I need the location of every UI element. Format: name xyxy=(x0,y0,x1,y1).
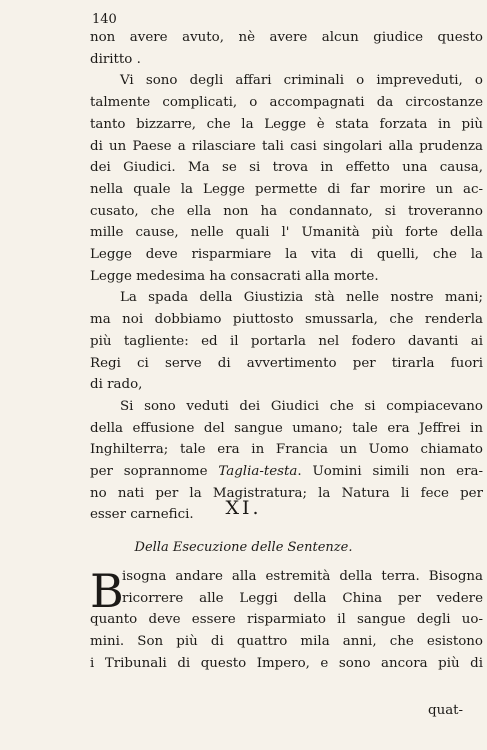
text-line: della effusione del sangue umano; tale era Jeffrei in xyxy=(90,420,483,436)
text-line: La spada della Giustizia stà nelle nostre mani; xyxy=(120,290,483,306)
text-line: Inghilterra; tale era in Francia un Uomo chiamato xyxy=(90,442,483,458)
text-line: Legge deve risparmiare la vita di quelli, che la xyxy=(90,247,483,263)
text-line: mini. Son più di quattro mila anni, che esistono xyxy=(90,634,483,650)
text-line: diritto . xyxy=(90,51,141,67)
drop-cap: B xyxy=(90,564,124,618)
text-fragment: per soprannome xyxy=(90,464,208,480)
text-line: isogna andare alla estremità della terra. Bisogna xyxy=(122,569,483,584)
text-line: quanto deve essere risparmiato il sangue degli uo- xyxy=(90,612,483,628)
catchword: quat- xyxy=(428,703,464,718)
text-line: ma noi dobbiamo piuttosto smussarla, che renderla xyxy=(90,312,483,328)
text-line: i Tribunali di questo Impero, e sono ancora più di xyxy=(90,655,483,671)
text-line: mille cause, nelle quali l' Umanità più forte della xyxy=(90,225,483,241)
text-line: Vi sono degli affari criminali o impreveduti, o xyxy=(120,73,483,89)
italic-name: Taglia-testa xyxy=(218,464,298,480)
body-text xyxy=(90,27,483,526)
text-line: Regi ci serve di avvertimento per tirarla fuori xyxy=(90,355,483,371)
section-text xyxy=(90,566,483,675)
page-number: 140 xyxy=(92,12,117,27)
text-line: di un Paese a rilasciare tali casi singolari alla prudenza xyxy=(90,138,483,154)
text-line: di rado, xyxy=(90,377,143,393)
section-title: Della Esecuzione delle Sentenze. xyxy=(134,540,353,555)
text-line: cusato, che ella non ha condannato, si troveranno xyxy=(90,203,483,219)
text-line xyxy=(90,461,483,483)
text-line: esser carnefici. xyxy=(90,507,194,523)
section-heading: XI. xyxy=(225,497,262,519)
text-line: talmente complicati, o accompagnati da circostanze xyxy=(90,95,483,111)
text-line: non avere avuto, nè avere alcun giudice questo xyxy=(90,30,483,45)
text-line: no nati per la Magistratura; la Natura li fece per xyxy=(90,485,483,501)
text-fragment: . Uomini simili non era- xyxy=(297,464,483,480)
text-line: dei Giudici. Ma se si trova in effetto una causa, xyxy=(90,160,483,176)
text-line: ricorrere alle Leggi della China per vedere xyxy=(122,590,483,606)
text-line: Legge medesima ha consacrati alla morte. xyxy=(90,268,379,284)
text-line: tanto bizzarre, che la Legge è stata forzata in più xyxy=(90,116,483,132)
text-line: Si sono veduti dei Giudici che si compiacevano xyxy=(120,398,483,414)
text-line: nella quale la Legge permette di far morire un ac- xyxy=(90,181,483,197)
text-line: più tagliente: ed il portarla nel fodero davanti ai xyxy=(90,333,483,349)
